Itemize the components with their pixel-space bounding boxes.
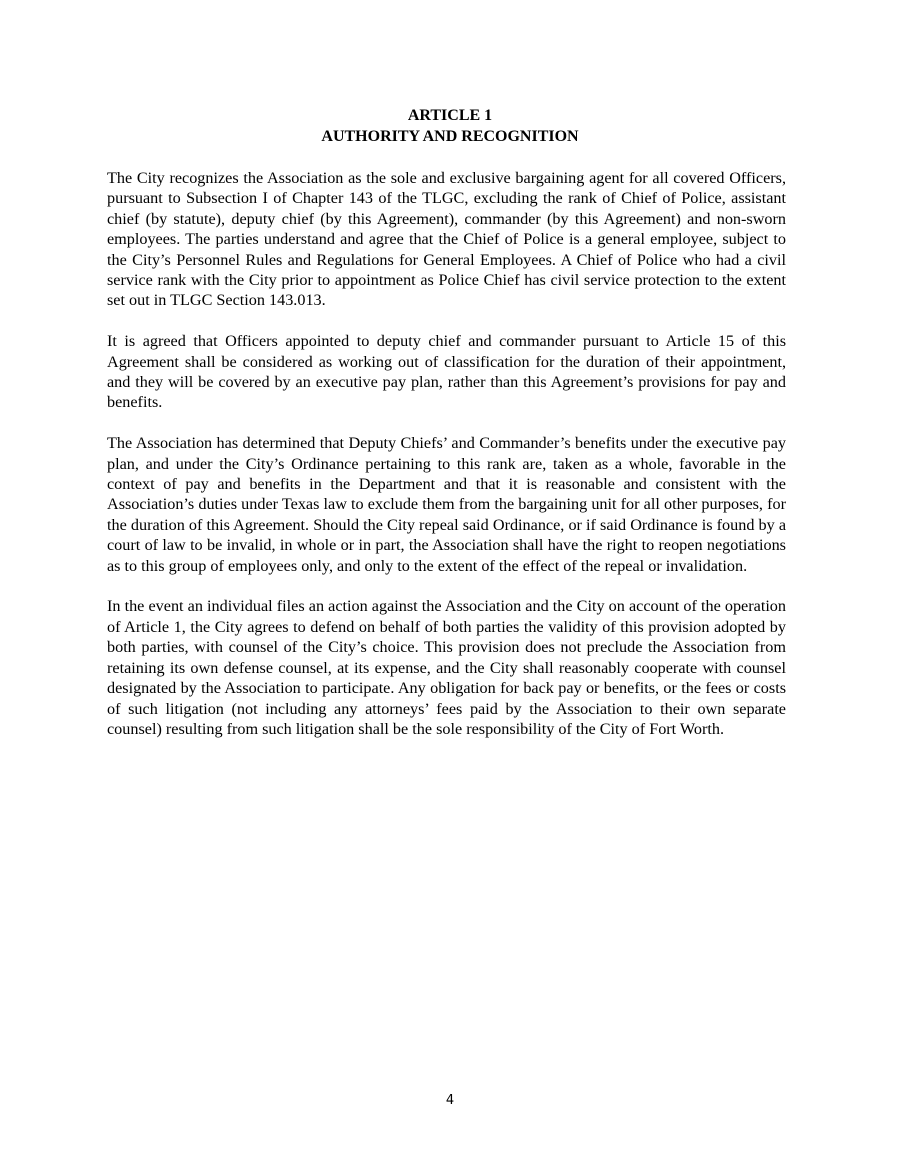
paragraph-3: The Association has determined that Deputy Chiefs’ and Commander’s benefits under the executive pay plan, and under the City’s Ordinance pertaining to this rank are, taken as a whole, favorable in the context of pay and benefits in the Department and that it is reasonable and consistent with the Association’s duties under Texas law to exclude them from the bargaining unit for all other purposes, for the duration of this Agreement. Should the City repeal said Ordinance, or if said Ordinance is found by a court of law to be invalid, in whole or in part, the Association shall have the right to reopen negotiations as to this group of employees only, and only to the extent of the effect of the repeal or invalidation. [107,434,786,575]
paragraph-4: In the event an individual files an action against the Association and the City on account of the operation of Article 1, the City agrees to defend on behalf of both parties the validity of this provision adopted by both parties, with counsel of the City’s choice. This provision does not preclude the Association from retaining its own defense counsel, at its expense, and the City shall reasonably cooperate with counsel designated by the Association to participate. Any obligation for back pay or benefits, or the fees or costs of such litigation (not including any attorneys’ fees paid by the Association to their own separate counsel) resulting from such litigation shall be the sole responsibility of the City of Fort Worth. [107,597,786,738]
article-title: AUTHORITY AND RECOGNITION [321,128,579,145]
article-number: ARTICLE 1 [407,107,493,124]
paragraph-1: The City recognizes the Association as the sole and exclusive bargaining agent for all covered Officers, pursuant to Subsection I of Chapter 143 of the TLGC, excluding the rank of Chief of Police, assistant chief (by statute), deputy chief (by this Agreement), commander (by this Agreement) and non-sworn employees. The parties understand and agree that the Chief of Police is a general employee, subject to the City’s Personnel Rules and Regulations for General Employees. A Chief of Police who had a civil service rank with the City prior to appointment as Police Chief has civil service protection to the extent set out in TLGC Section 143.013. [107,169,786,310]
paragraph-2: It is agreed that Officers appointed to deputy chief and commander pursuant to Article 15 of this Agreement shall be considered as working out of classification for the duration of their appointment, and they will be covered by an executive pay plan, rather than this Agreement’s provisions for pay and benefits. [107,332,786,412]
page-number: 4 [445,1093,455,1108]
article-body [107,168,786,760]
